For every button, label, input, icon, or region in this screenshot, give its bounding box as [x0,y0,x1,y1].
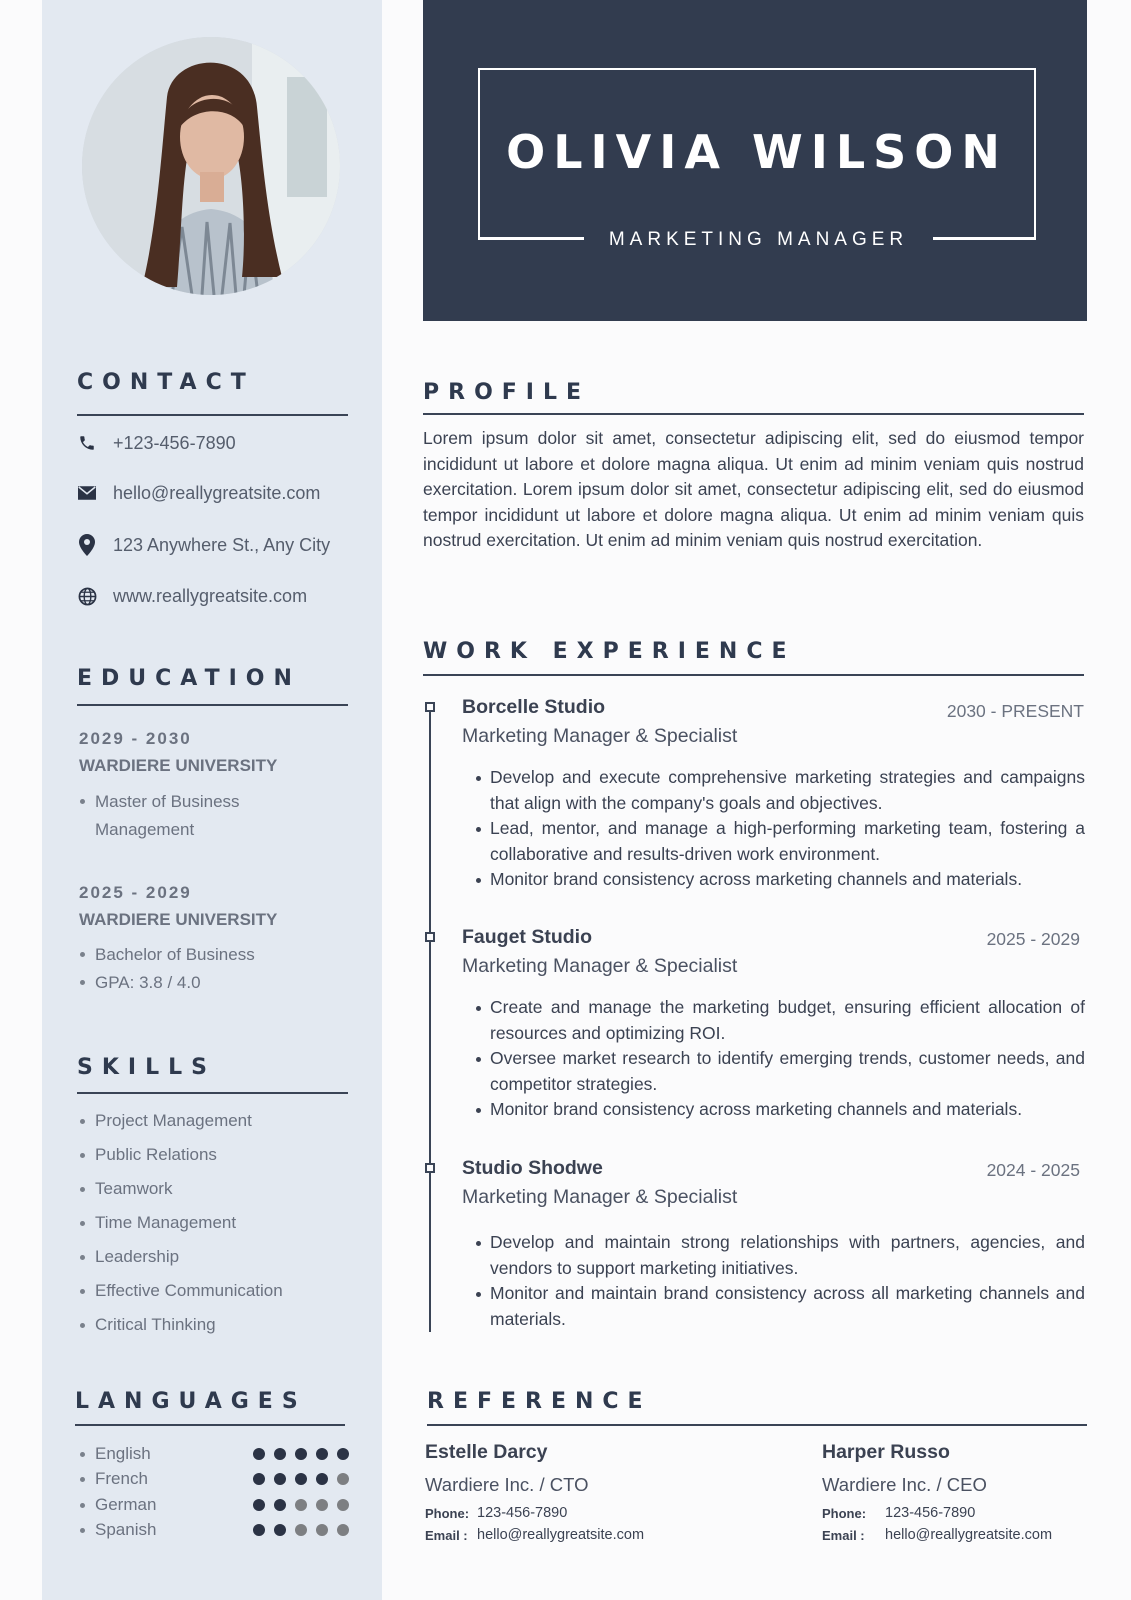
job-bullet: Monitor brand consistency across marketing channels and materials. [474,867,1085,893]
skills-divider [77,1092,348,1094]
reference-email [425,1527,745,1543]
level-dot-filled [337,1448,349,1460]
skill-item: Project Management [79,1104,339,1138]
level-dot-filled [253,1499,265,1511]
job-company: Studio Shodwe [462,1157,603,1179]
contact-website [77,582,357,610]
reference-email-value: hello@reallygreatsite.com [477,1527,645,1543]
languages-heading: LANGUAGES [75,1389,307,1414]
skills-heading: SKILLS [77,1055,216,1080]
phone-icon [77,433,97,453]
timeline-line [429,707,431,1332]
education-detail: Bachelor of Business [79,941,339,969]
level-dot-filled [253,1524,265,1536]
language-level-dots [253,1473,349,1485]
phone-label: Phone: [425,1506,470,1521]
contact-email-text: hello@reallygreatsite.com [113,482,321,503]
education-school: WARDIERE UNIVERSITY [79,756,278,775]
phone-label: Phone: [822,1506,867,1521]
work-heading: WORK EXPERIENCE [423,639,796,664]
language-name: Spanish [79,1520,156,1540]
language-name: German [79,1495,156,1515]
level-dot-empty [295,1524,307,1536]
level-dot-empty [316,1524,328,1536]
level-dot-filled [253,1448,265,1460]
skill-item: Leadership [79,1240,339,1274]
profile-photo [82,37,340,295]
level-dot-empty [337,1473,349,1485]
reference-card [822,1441,1131,1543]
level-dot-filled [274,1473,286,1485]
education-detail: GPA: 3.8 / 4.0 [79,969,339,997]
level-dot-filled [253,1473,265,1485]
job-dates: 2024 - 2025 [986,1160,1080,1180]
reference-divider [427,1424,1087,1426]
skill-item: Teamwork [79,1172,339,1206]
job-bullets [474,765,1085,893]
level-dot-filled [274,1448,286,1460]
location-pin-icon [77,535,97,555]
reference-email-value: hello@reallygreatsite.com [885,1527,1053,1543]
skill-item: Critical Thinking [79,1308,339,1342]
job-bullet: Develop and execute comprehensive marketing strategies and campaigns that align with the company's goals and objectives. [474,765,1085,816]
education-details [79,941,339,997]
job-company: Borcelle Studio [462,696,606,718]
level-dot-empty [337,1499,349,1511]
reference-name: Harper Russo [822,1441,950,1463]
reference-name: Estelle Darcy [425,1441,548,1463]
job-bullet: Create and manage the marketing budget, ensuring efficient allocation of resources and optimizing ROI. [474,995,1085,1046]
email-label: Email : [425,1528,468,1543]
reference-org: Wardiere Inc. / CEO [822,1474,987,1495]
level-dot-empty [337,1524,349,1536]
education-heading: EDUCATION [77,666,301,691]
job-dates: 2030 - PRESENT [946,701,1084,721]
email-label: Email : [822,1528,865,1543]
education-divider [77,704,348,706]
contact-phone-text: +123-456-7890 [113,432,236,453]
reference-phone [425,1505,745,1521]
mail-icon [77,483,97,503]
contact-divider [77,414,348,416]
contact-website-text: www.reallygreatsite.com [113,585,308,606]
language-row [79,1441,349,1466]
education-details [79,788,279,844]
reference-org: Wardiere Inc. / CTO [425,1474,589,1495]
timeline-node [425,702,435,712]
languages-divider [75,1424,345,1426]
contact-phone [77,429,357,457]
job-bullet: Oversee market research to identify emerging trends, customer needs, and competitor strategies. [474,1046,1085,1097]
level-dot-empty [316,1499,328,1511]
contact-heading: CONTACT [77,370,255,395]
level-dot-filled [295,1448,307,1460]
profile-divider [423,413,1084,415]
education-years: 2029 - 2030 [79,729,192,748]
language-name: English [79,1444,151,1464]
job-company: Fauget Studio [462,926,592,948]
timeline-node [425,1163,435,1173]
job-bullet: Lead, mentor, and manage a high-performing marketing team, fostering a collaborative and results-driven work environment. [474,816,1085,867]
job-role: Marketing Manager & Specialist [462,1186,738,1208]
level-dot-empty [295,1499,307,1511]
language-name: French [79,1469,148,1489]
skill-item: Time Management [79,1206,339,1240]
reference-phone-value: 123-456-7890 [477,1505,568,1521]
job-role: Marketing Manager & Specialist [462,955,738,977]
job-title: MARKETING MANAGER [608,229,909,250]
contact-address-text: 123 Anywhere St., Any City [113,534,331,555]
reference-card [425,1441,745,1543]
skills-list [79,1104,339,1342]
reference-heading: REFERENCE [427,1389,652,1414]
language-row [79,1492,349,1517]
level-dot-filled [274,1499,286,1511]
header-frame-line [933,237,1036,240]
job-bullet: Monitor brand consistency across marketing channels and materials. [474,1097,1085,1123]
contact-address [77,531,357,559]
level-dot-filled [295,1473,307,1485]
header-frame-line [478,237,584,240]
reference-phone [822,1505,1131,1521]
language-level-dots [253,1524,349,1536]
language-level-dots [253,1499,349,1511]
job-bullet: Monitor and maintain brand consistency across all marketing channels and materials. [474,1281,1085,1332]
globe-icon [77,586,97,606]
skill-item: Effective Communication [79,1274,339,1308]
level-dot-filled [316,1448,328,1460]
profile-heading: PROFILE [423,380,591,405]
person-name: OLIVIA WILSON [506,125,1008,179]
education-detail: Master of Business Management [79,788,279,844]
work-divider [423,674,1084,676]
job-bullets [474,995,1085,1123]
reference-phone-value: 123-456-7890 [885,1505,976,1521]
job-bullet: Develop and maintain strong relationships with partners, agencies, and vendors to support marketing initiatives. [474,1230,1085,1281]
profile-text: Lorem ipsum dolor sit amet, consectetur adipiscing elit, sed do eiusmod tempor incididunt ut labore et dolore magna aliqua. Ut enim ad minim veniam quis nostrud exercitation. Lorem ipsum dolor sit amet, consectetur adipiscing elit, sed do eiusmod tempor incididunt ut labore et dolore magna aliqua. Ut enim ad minim veniam quis nostrud exercitation. Ut enim ad minim veniam quis nostrud exercitation. [423,428,1084,551]
language-row [79,1466,349,1491]
level-dot-filled [316,1473,328,1485]
job-dates: 2025 - 2029 [986,929,1080,949]
language-level-dots [253,1448,349,1460]
reference-email [822,1527,1131,1543]
language-row [79,1517,349,1542]
contact-email [77,479,357,507]
timeline-node [425,932,435,942]
skill-item: Public Relations [79,1138,339,1172]
job-bullets [474,1230,1085,1332]
job-role: Marketing Manager & Specialist [462,725,738,747]
education-school: WARDIERE UNIVERSITY [79,910,278,929]
level-dot-filled [274,1524,286,1536]
education-years: 2025 - 2029 [79,883,192,902]
